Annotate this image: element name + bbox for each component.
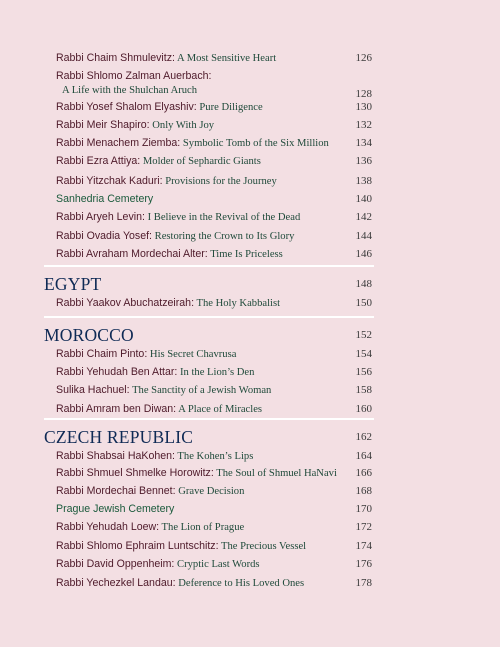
section-heading-text: EGYPT	[44, 274, 102, 294]
entry-page-number: 156	[355, 366, 372, 378]
toc-entry[interactable]	[56, 577, 374, 590]
toc-entry[interactable]	[56, 137, 374, 150]
entry-page-number: 154	[355, 348, 372, 360]
toc-entry[interactable]	[56, 101, 374, 114]
entry-page-number: 158	[355, 384, 372, 396]
toc-entry[interactable]	[56, 52, 374, 65]
entry-page-number: 160	[355, 403, 372, 415]
entry-title: The Sanctity of a Jewish Woman	[129, 385, 272, 396]
entry-name: Rabbi David Oppenheim:	[56, 558, 175, 570]
entry-name: Sanhedria Cemetery	[56, 193, 154, 205]
toc-entry[interactable]	[56, 558, 374, 571]
entry-name: Rabbi Yechezkel Landau:	[56, 577, 176, 589]
entry-name: Rabbi Mordechai Bennet:	[56, 485, 176, 497]
entry-page-number: 130	[355, 101, 372, 113]
toc-entry[interactable]	[56, 403, 374, 416]
toc-entry[interactable]	[56, 521, 374, 534]
entry-name: Rabbi Yitzchak Kaduri:	[56, 175, 163, 187]
section-divider	[44, 316, 374, 318]
entry-page-number: 144	[355, 230, 372, 242]
entry-name: Rabbi Shlomo Ephraim Luntschitz:	[56, 540, 219, 552]
toc-entry[interactable]	[56, 540, 374, 553]
entry-name: Rabbi Chaim Shmulevitz:	[56, 52, 175, 64]
entry-name: Rabbi Amram ben Diwan:	[56, 403, 177, 415]
entry-name: Rabbi Chaim Pinto:	[56, 348, 148, 360]
entry-page-number: 166	[355, 467, 372, 479]
entry-name: Rabbi Aryeh Levin:	[56, 211, 145, 223]
entry-page-number: 178	[355, 577, 372, 589]
toc-entry[interactable]	[56, 297, 374, 310]
entry-page-number: 172	[355, 521, 372, 533]
entry-subtitle: A Life with the Shulchan Aruch	[62, 85, 198, 96]
entry-page-number: 142	[355, 211, 372, 223]
toc-entry[interactable]	[56, 119, 374, 132]
toc-entry[interactable]	[56, 230, 374, 243]
entry-title: The Precious Vessel	[218, 541, 307, 552]
entry-title: The Kohen’s Lips	[174, 451, 254, 462]
section-heading	[44, 325, 374, 346]
toc-entry[interactable]	[56, 70, 374, 100]
toc-entry[interactable]	[56, 450, 374, 463]
entry-title: Time Is Priceless	[207, 249, 283, 260]
toc-entry[interactable]	[56, 211, 374, 224]
entry-name: Rabbi Meir Shapiro:	[56, 119, 150, 131]
entry-name: Rabbi Shmuel Shmelke Horowitz:	[56, 467, 214, 479]
section-page-number: 162	[355, 431, 372, 443]
entry-title: Provisions for the Journey	[162, 176, 277, 187]
entry-title: A Most Sensitive Heart	[174, 53, 277, 64]
section-heading	[44, 427, 374, 448]
toc-entry[interactable]	[56, 467, 374, 480]
entry-page-number: 134	[355, 137, 372, 149]
entry-title: In the Lion’s Den	[177, 367, 255, 378]
entry-title: Deference to His Loved Ones	[175, 578, 305, 589]
entry-page-number: 150	[355, 297, 372, 309]
entry-name: Rabbi Yehudah Ben Attar:	[56, 366, 178, 378]
entry-title: A Place of Miracles	[176, 404, 263, 415]
entry-name: Rabbi Ovadia Yosef:	[56, 230, 152, 242]
entry-title: I Believe in the Revival of the Dead	[144, 212, 301, 223]
section-page-number: 148	[355, 278, 372, 290]
entry-title: His Secret Chavrusa	[147, 349, 237, 360]
entry-page-number: 168	[355, 485, 372, 497]
entry-page-number: 126	[355, 52, 372, 64]
toc-entry[interactable]	[56, 193, 374, 206]
entry-name: Rabbi Yehudah Loew:	[56, 521, 160, 533]
section-page-number: 152	[355, 329, 372, 341]
entry-name: Rabbi Ezra Attiya:	[56, 155, 141, 167]
toc-entry[interactable]	[56, 248, 374, 261]
entry-name: Sulika Hachuel:	[56, 384, 130, 396]
section-divider	[44, 418, 374, 420]
toc-entry[interactable]	[56, 175, 374, 188]
entry-name: Prague Jewish Cemetery	[56, 503, 175, 515]
entry-title: Restoring the Crown to Its Glory	[152, 231, 295, 242]
section-heading-text: MOROCCO	[44, 325, 134, 345]
section-divider	[44, 265, 374, 267]
entry-title: Only With Joy	[149, 120, 215, 131]
entry-name: Rabbi Menachem Ziemba:	[56, 137, 181, 149]
entry-page-number: 140	[355, 193, 372, 205]
toc-entry[interactable]	[56, 348, 374, 361]
entry-page-number: 128	[355, 88, 372, 100]
entry-page-number: 132	[355, 119, 372, 131]
entry-page-number: 170	[355, 503, 372, 515]
entry-name: Rabbi Avraham Mordechai Alter:	[56, 248, 208, 260]
entry-title: Pure Diligence	[196, 102, 263, 113]
toc-entry[interactable]	[56, 384, 374, 397]
entry-title: The Holy Kabbalist	[194, 298, 281, 309]
section-heading	[44, 274, 374, 295]
entry-title: The Soul of Shmuel HaNavi	[213, 468, 337, 479]
entry-name: Rabbi Shabsai HaKohen:	[56, 450, 175, 462]
entry-page-number: 136	[355, 155, 372, 167]
entry-title: Cryptic Last Words	[174, 559, 260, 570]
entry-title: Molder of Sephardic Giants	[140, 156, 261, 167]
entry-page-number: 174	[355, 540, 372, 552]
toc-entry[interactable]	[56, 155, 374, 168]
entry-title: Symbolic Tomb of the Six Million	[180, 138, 329, 149]
toc-entry[interactable]	[56, 503, 374, 516]
entry-name: Rabbi Shlomo Zalman Auerbach:	[56, 70, 212, 82]
entry-page-number: 146	[355, 248, 372, 260]
entry-name: Rabbi Yosef Shalom Elyashiv:	[56, 101, 197, 113]
toc-entry[interactable]	[56, 366, 374, 379]
entry-title: The Lion of Prague	[159, 522, 245, 533]
toc-entry[interactable]	[56, 485, 374, 498]
section-heading-text: CZECH REPUBLIC	[44, 427, 194, 447]
entry-page-number: 138	[355, 175, 372, 187]
entry-title: Grave Decision	[175, 486, 245, 497]
entry-name: Rabbi Yaakov Abuchatzeirah:	[56, 297, 195, 309]
entry-page-number: 164	[355, 450, 372, 462]
entry-page-number: 176	[355, 558, 372, 570]
